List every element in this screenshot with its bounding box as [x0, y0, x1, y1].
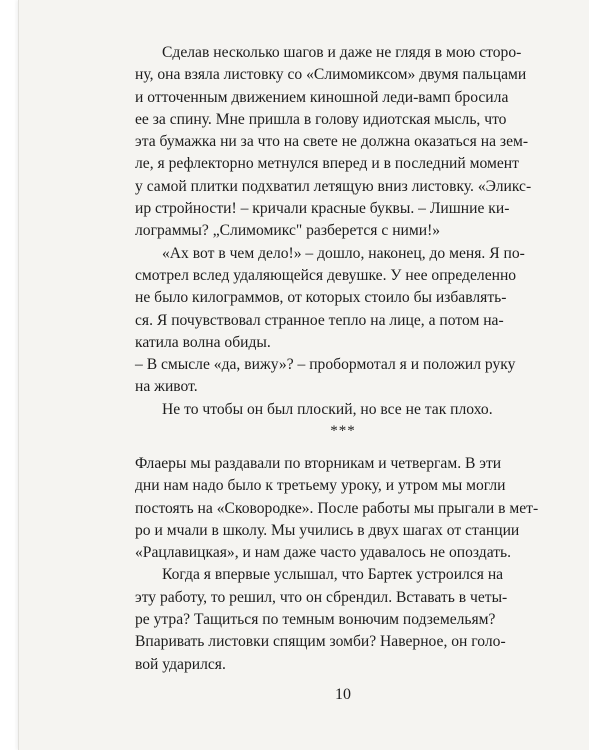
text-line: Когда я впервые услышал, что Бартек устроился на [162, 566, 504, 584]
text-line: ее за спину. Мне пришла в голову идиотская мысль, что [135, 110, 507, 128]
text-line: не было килограммов, от которых стоило бы избавлять- [135, 289, 507, 307]
book-page [18, 0, 589, 750]
section-separator: *** [330, 423, 356, 439]
text-line: и отточенным движением киношной леди-вамп бросила [135, 88, 509, 106]
text-line: ну, она взяла листовку со «Слимомиксом» двумя пальцами [135, 66, 527, 84]
text-line: ро и мчали в школу. Мы учились в двух шагах от станции [135, 521, 520, 539]
text-line: у самой плитки подхватил летящую вниз листовку. «Эликс- [135, 177, 532, 195]
text-block-2 [135, 453, 551, 676]
text-line: постоять на «Сковородке». После работы мы прыгали в мет- [135, 499, 539, 517]
text-line: ле, я рефлекторно метнулся вперед и в последний момент [135, 155, 519, 173]
text-line: на живот. [135, 378, 198, 396]
text-line: смотрел вслед удаляющейся девушке. У нее определенно [135, 266, 517, 284]
text-line: катила волна обиды. [135, 333, 271, 351]
page-number: 10 [335, 686, 351, 703]
text-line: – В смысле «да, вижу»? – пробормотал я и положил руку [135, 356, 516, 374]
text-line: ир стройности! – кричали красные буквы. – Лишние ки- [135, 200, 510, 218]
text-line: Впаривать листовки спящим зомби? Наверное, он голо- [135, 633, 506, 651]
text-line: «Ах вот в чем дело!» – дошло, наконец, до меня. Я по- [162, 244, 525, 262]
text-line: ре утра? Тащиться по темным вонючим подземельям? [135, 611, 496, 629]
text-line: эта бумажка ни за что на свете не должна оказаться на зем- [135, 133, 529, 151]
text-block-1 [135, 42, 551, 421]
text-line: вой ударился. [135, 655, 226, 673]
text-line: Не то чтобы он был плоский, но все не так плохо. [162, 400, 493, 418]
text-line: лограммы? „Слимомикс" разберется с ними!» [135, 222, 441, 240]
text-line: эту работу, то решил, что он сбрендил. Вставать в четы- [135, 588, 508, 606]
text-line: Сделав несколько шагов и даже не глядя в мою сторо- [162, 44, 522, 61]
text-line: ся. Я почувствовал странное тепло на лице, а потом на- [135, 311, 504, 329]
text-line: дни нам надо было к третьему уроку, и утром мы могли [135, 477, 506, 495]
text-line: «Рацлавицкая», и нам даже часто удавалось не опоздать. [135, 544, 512, 562]
text-line: Флаеры мы раздавали по вторникам и четвергам. В эти [135, 455, 502, 472]
